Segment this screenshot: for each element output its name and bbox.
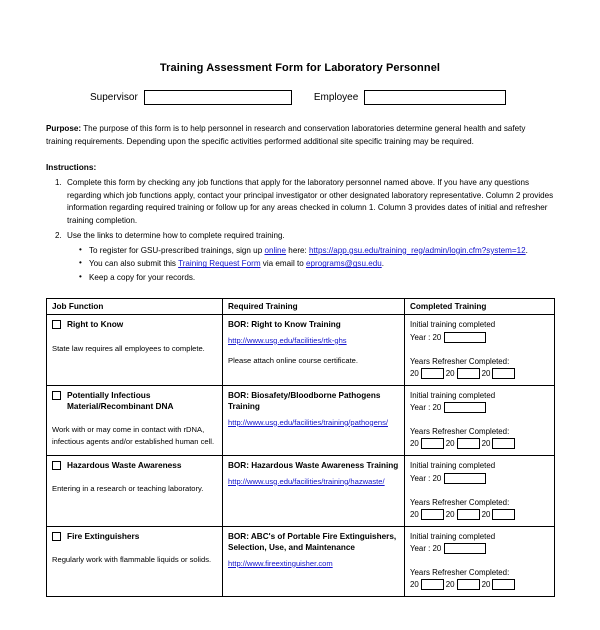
year-input[interactable]	[444, 402, 486, 413]
completed-training-cell	[405, 526, 555, 596]
refresher-input-1[interactable]	[421, 509, 444, 520]
initial-training-label: Initial training completed	[410, 531, 496, 541]
sub-bullet-2-post: .	[381, 259, 384, 269]
refresher-row	[410, 579, 549, 590]
instructions-list	[46, 177, 554, 284]
table-row	[47, 315, 555, 385]
refresher-field-2	[446, 368, 480, 379]
table-row	[47, 385, 555, 455]
refresher-label: Years Refresher Completed:	[410, 427, 510, 437]
required-training-cell	[223, 315, 405, 385]
sub-bullet-1	[79, 245, 554, 258]
refresher-prefix-2: 20	[445, 580, 455, 590]
refresher-input-2[interactable]	[457, 579, 480, 590]
year-label: Year : 20	[410, 332, 442, 342]
header-job-function: Job Function	[47, 299, 223, 315]
instruction-2-text: Use the links to determine how to complete required training.	[67, 231, 285, 241]
refresher-field-3	[482, 368, 516, 379]
year-input[interactable]	[444, 543, 486, 554]
refresher-prefix-3: 20	[481, 509, 491, 519]
sub-bullet-2-mid: via email to	[260, 259, 306, 269]
job-function-check-line	[52, 319, 217, 330]
name-fields-row	[46, 90, 554, 105]
required-training-link-wrap	[228, 477, 399, 488]
table-header-row	[47, 299, 555, 315]
year-label: Year : 20	[410, 544, 442, 554]
refresher-input-3[interactable]	[492, 438, 515, 449]
refresher-prefix-3: 20	[481, 368, 491, 378]
header-completed-training: Completed Training	[405, 299, 555, 315]
required-training-title: BOR: Biosafety/Bloodborne Pathogens Training	[228, 390, 381, 412]
refresher-input-2[interactable]	[457, 509, 480, 520]
instruction-item-2	[64, 230, 554, 284]
job-function-description: Work with or may come in contact with rDNA, infectious agents and/or established human cell.	[52, 425, 215, 446]
refresher-field-2	[446, 509, 480, 520]
sub-bullet-2-pre: You can also submit this	[89, 259, 179, 269]
completed-training-cell	[405, 385, 555, 455]
instruction-item-1	[64, 177, 554, 227]
job-function-name: Fire Extinguishers	[67, 530, 140, 541]
required-training-cell	[223, 385, 405, 455]
refresher-field-1	[410, 438, 444, 449]
job-function-name: Right to Know	[67, 319, 124, 330]
refresher-field-1	[410, 509, 444, 520]
refresher-field-1	[410, 368, 444, 379]
required-training-link[interactable]: http://www.usg.edu/facilities/training/pathogens/	[228, 417, 388, 427]
employee-label: Employee	[313, 92, 359, 103]
refresher-field-3	[482, 438, 516, 449]
refresher-prefix-1: 20	[410, 439, 419, 449]
purpose-text: The purpose of this form is to help personnel in research and conservation laboratories determine general health and safety training requirements. Depending upon the specific activities performed additional site specific training may be required.	[46, 124, 526, 146]
required-training-title: BOR: Right to Know Training	[228, 320, 341, 330]
supervisor-label: Supervisor	[90, 92, 138, 103]
refresher-row	[410, 368, 549, 379]
refresher-prefix-1: 20	[410, 580, 419, 590]
refresher-field-3	[482, 579, 516, 590]
employee-input[interactable]	[364, 90, 506, 105]
required-training-title: BOR: ABC's of Portable Fire Extinguishers, Selection, Use, and Maintenance	[228, 531, 397, 553]
instruction-sub-list	[67, 245, 554, 285]
required-training-link-wrap	[228, 559, 399, 570]
job-function-name: Hazardous Waste Awareness	[67, 460, 182, 471]
refresher-input-1[interactable]	[421, 368, 444, 379]
year-label: Year : 20	[410, 473, 442, 483]
initial-year-line	[410, 332, 549, 343]
refresher-label: Years Refresher Completed:	[410, 497, 510, 507]
refresher-input-1[interactable]	[421, 438, 444, 449]
table-row	[47, 526, 555, 596]
initial-training-label: Initial training completed	[410, 461, 496, 471]
year-input[interactable]	[444, 332, 486, 343]
year-input[interactable]	[444, 473, 486, 484]
training-table	[46, 298, 555, 597]
sub-bullet-3-text: Keep a copy for your records.	[89, 272, 196, 282]
online-link[interactable]: online	[264, 245, 287, 255]
training-request-form-link[interactable]: Training Request Form	[178, 259, 261, 269]
refresher-field-3	[482, 509, 516, 520]
instruction-1-text: Complete this form by checking any job functions that apply for the laboratory personnel named above. If you have any questions regarding which job functions apply, contact your principal investigator or other designated laboratory representative. Column 2 provides information regarding required training or follow up for any areas checked in column 1. Column 3 provides dates of initial and refresher training completion.	[67, 178, 554, 225]
job-function-cell	[47, 385, 223, 455]
job-function-check-line	[52, 390, 217, 412]
refresher-row	[410, 438, 549, 449]
sub-bullet-2	[79, 258, 554, 271]
refresher-prefix-3: 20	[481, 580, 491, 590]
sub-bullet-1-pre: To register for GSU-prescribed trainings, sign up	[89, 245, 265, 255]
refresher-input-3[interactable]	[492, 579, 515, 590]
initial-year-line	[410, 543, 549, 554]
job-function-description: Regularly work with flammable liquids or solids.	[52, 554, 212, 564]
required-training-title: BOR: Hazardous Waste Awareness Training	[228, 461, 399, 471]
initial-year-line	[410, 402, 549, 413]
initial-year-line	[410, 473, 549, 484]
refresher-prefix-2: 20	[445, 439, 455, 449]
refresher-field-2	[446, 438, 480, 449]
table-row	[47, 456, 555, 526]
required-training-link-wrap	[228, 336, 399, 347]
required-training-link[interactable]: http://www.usg.edu/facilities/training/hazwaste/	[228, 476, 385, 486]
sub-bullet-1-post: .	[525, 245, 528, 255]
required-training-link[interactable]: http://www.usg.edu/facilities/rtk-ghs	[228, 335, 347, 345]
job-function-check-line	[52, 460, 217, 471]
header-required-training: Required Training	[223, 299, 405, 315]
required-training-link-wrap	[228, 418, 399, 429]
sub-bullet-3	[79, 272, 554, 285]
refresher-row	[410, 509, 549, 520]
initial-training-label: Initial training completed	[410, 390, 496, 400]
refresher-input-2[interactable]	[457, 368, 480, 379]
job-function-name: Potentially Infectious Material/Recombinant DNA	[67, 389, 174, 411]
refresher-label: Years Refresher Completed:	[410, 356, 510, 366]
required-training-cell	[223, 526, 405, 596]
page-title: Training Assessment Form for Laboratory Personnel	[159, 62, 441, 74]
refresher-prefix-2: 20	[445, 368, 455, 378]
supervisor-input[interactable]	[144, 90, 292, 105]
refresher-field-2	[446, 579, 480, 590]
training-registration-url[interactable]: https://app.gsu.edu/training_reg/admin/login.cfm?system=12	[309, 245, 526, 255]
initial-training-label: Initial training completed	[410, 320, 496, 330]
job-function-cell	[47, 315, 223, 385]
instructions-label: Instructions:	[46, 162, 97, 173]
refresher-input-3[interactable]	[492, 509, 515, 520]
refresher-input-3[interactable]	[492, 368, 515, 379]
refresher-prefix-3: 20	[481, 439, 491, 449]
sub-bullet-1-mid: here:	[286, 245, 310, 255]
refresher-prefix-1: 20	[410, 368, 419, 378]
refresher-prefix-2: 20	[445, 509, 455, 519]
refresher-prefix-1: 20	[410, 509, 419, 519]
refresher-field-1	[410, 579, 444, 590]
job-function-description: State law requires all employees to complete.	[52, 343, 205, 353]
purpose-paragraph	[46, 123, 554, 148]
required-training-link[interactable]: http://www.fireextinguisher.com	[228, 558, 333, 568]
job-function-check-line	[52, 531, 217, 542]
job-function-cell	[47, 456, 223, 526]
checkbox-icon[interactable]	[52, 532, 61, 541]
checkbox-icon[interactable]	[52, 391, 61, 400]
checkbox-icon[interactable]	[52, 320, 61, 329]
year-label: Year : 20	[410, 403, 442, 413]
required-training-cell	[223, 456, 405, 526]
refresher-input-1[interactable]	[421, 579, 444, 590]
email-link[interactable]: eprograms@gsu.edu	[306, 259, 382, 269]
refresher-label: Years Refresher Completed:	[410, 568, 510, 578]
required-training-note: Please attach online course certificate.	[228, 356, 359, 366]
completed-training-cell	[405, 315, 555, 385]
completed-training-cell	[405, 456, 555, 526]
checkbox-icon[interactable]	[52, 461, 61, 470]
job-function-cell	[47, 526, 223, 596]
purpose-label: Purpose:	[46, 124, 82, 133]
refresher-input-2[interactable]	[457, 438, 480, 449]
job-function-description: Entering in a research or teaching laboratory.	[52, 484, 204, 494]
